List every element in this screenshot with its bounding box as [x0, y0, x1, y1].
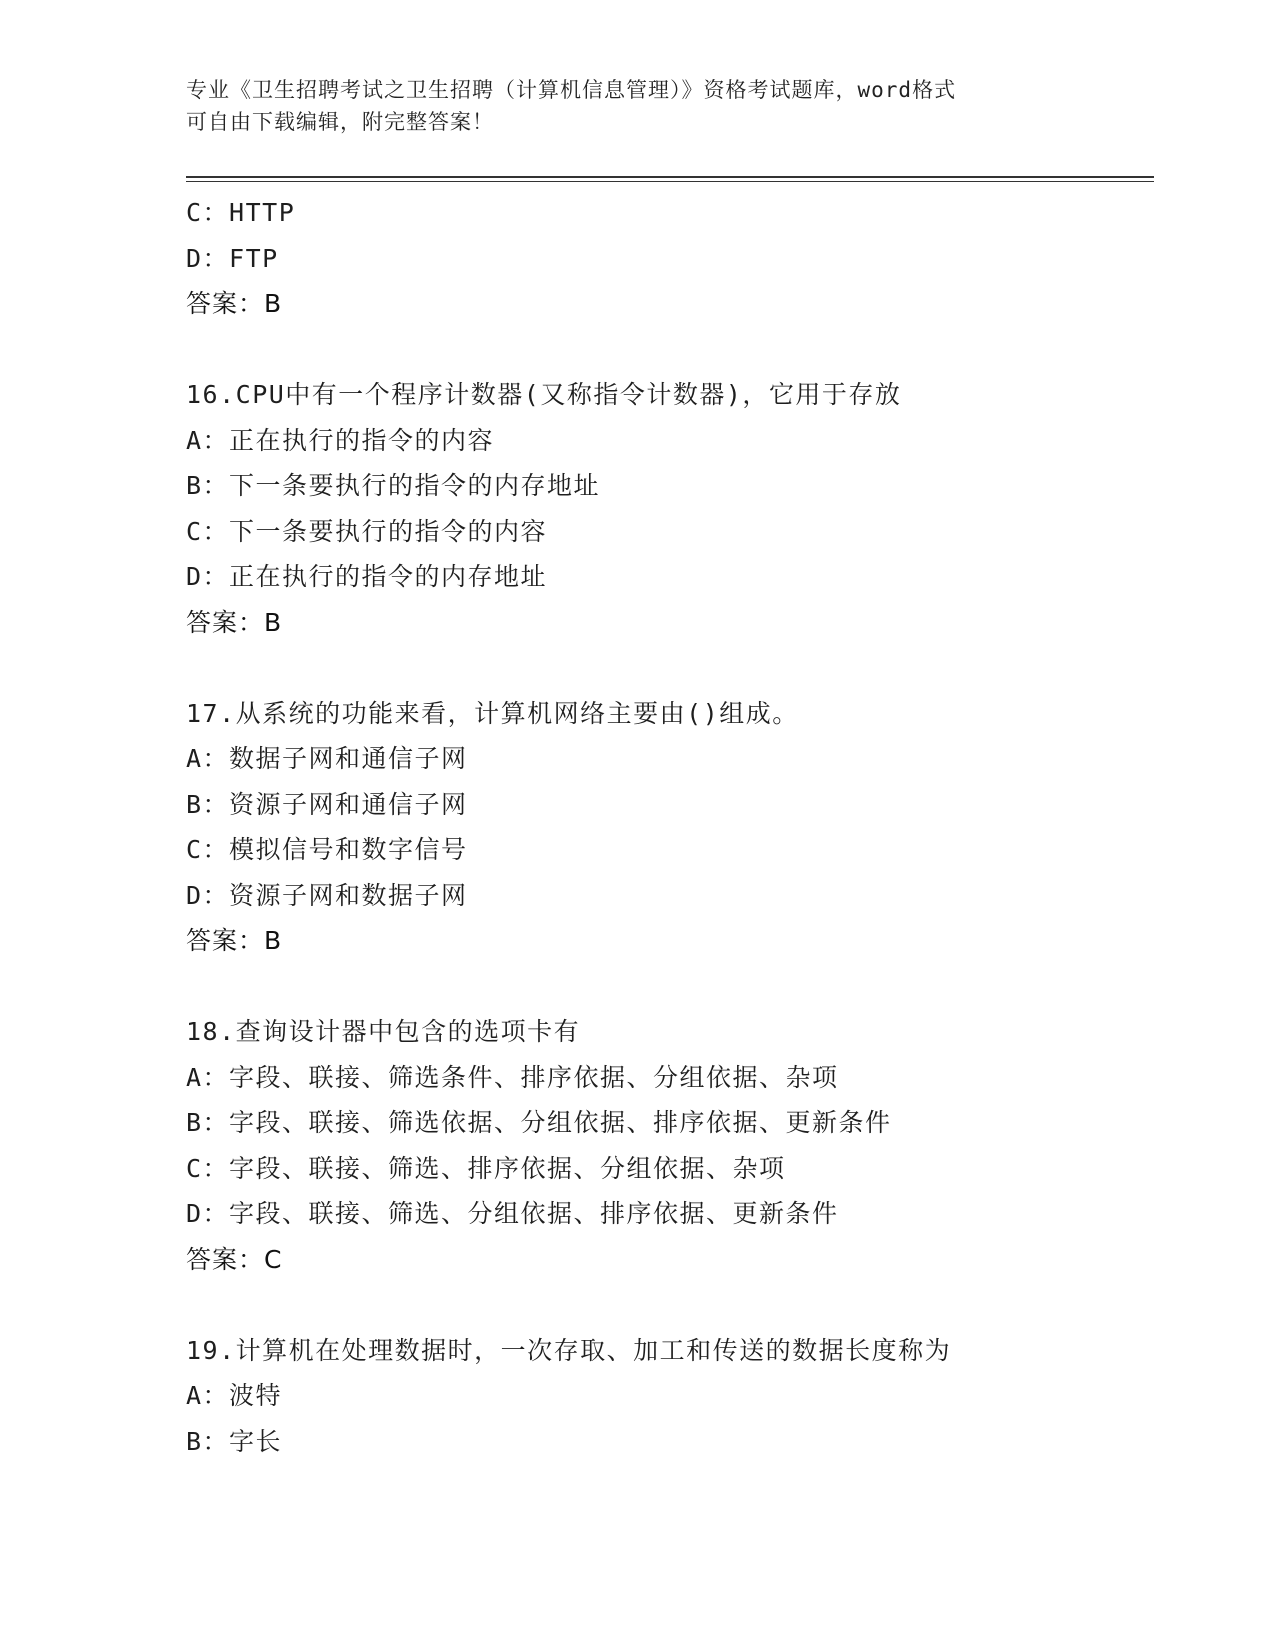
option-d: D：正在执行的指令的内存地址: [186, 562, 548, 591]
question-block-18: [186, 1009, 1146, 1282]
question-stem: 17.从系统的功能来看，计算机网络主要由()组成。: [186, 698, 799, 728]
option-a: A：波特: [186, 1381, 283, 1410]
option-d: D：FTP: [186, 243, 279, 273]
answer-line: 答案：C: [186, 1244, 283, 1274]
question-block-19: [186, 1328, 1146, 1465]
question-block-17: [186, 691, 1146, 964]
header-line-2: 可自由下载编辑，附完整答案！: [186, 110, 494, 134]
header-divider-thin: [186, 181, 1154, 182]
question-list: [186, 190, 1146, 1464]
question-stem: 16.CPU中有一个程序计数器(又称指令计数器)，它用于存放: [186, 380, 902, 409]
option-b: B：字段、联接、筛选依据、分组依据、排序依据、更新条件: [186, 1108, 892, 1137]
option-b: B：字长: [186, 1426, 283, 1456]
option-b: B：资源子网和通信子网: [186, 789, 468, 819]
answer-line: 答案：B: [186, 289, 283, 318]
question-block-16: [186, 372, 1146, 645]
spacer: [186, 327, 1146, 373]
question-block-15: [186, 190, 1146, 327]
header-divider-thick: [186, 176, 1154, 178]
option-a: A：正在执行的指令的内容: [186, 425, 495, 455]
question-stem: 18.查询设计器中包含的选项卡有: [186, 1017, 581, 1046]
question-stem: 19.计算机在处理数据时，一次存取、加工和传送的数据长度称为: [186, 1335, 952, 1365]
header-line-1: 专业《卫生招聘考试之卫生招聘（计算机信息管理）》资格考试题库，word格式: [186, 78, 957, 102]
answer-line: 答案：B: [186, 926, 283, 955]
option-d: D：资源子网和数据子网: [186, 880, 468, 910]
option-b: B：下一条要执行的指令的内存地址: [186, 471, 601, 500]
answer-line: 答案：B: [186, 607, 283, 637]
document-header: [186, 74, 1086, 138]
option-a: A：数据子网和通信子网: [186, 744, 468, 773]
option-c: C：下一条要执行的指令的内容: [186, 516, 548, 546]
option-c: C：字段、联接、筛选、排序依据、分组依据、杂项: [186, 1153, 786, 1183]
spacer: [186, 1282, 1146, 1328]
spacer: [186, 964, 1146, 1010]
spacer: [186, 645, 1146, 691]
option-c: C：模拟信号和数字信号: [186, 835, 468, 864]
option-c: C：HTTP: [186, 198, 296, 227]
option-a: A：字段、联接、筛选条件、排序依据、分组依据、杂项: [186, 1062, 839, 1092]
option-d: D：字段、联接、筛选、分组依据、排序依据、更新条件: [186, 1199, 839, 1228]
